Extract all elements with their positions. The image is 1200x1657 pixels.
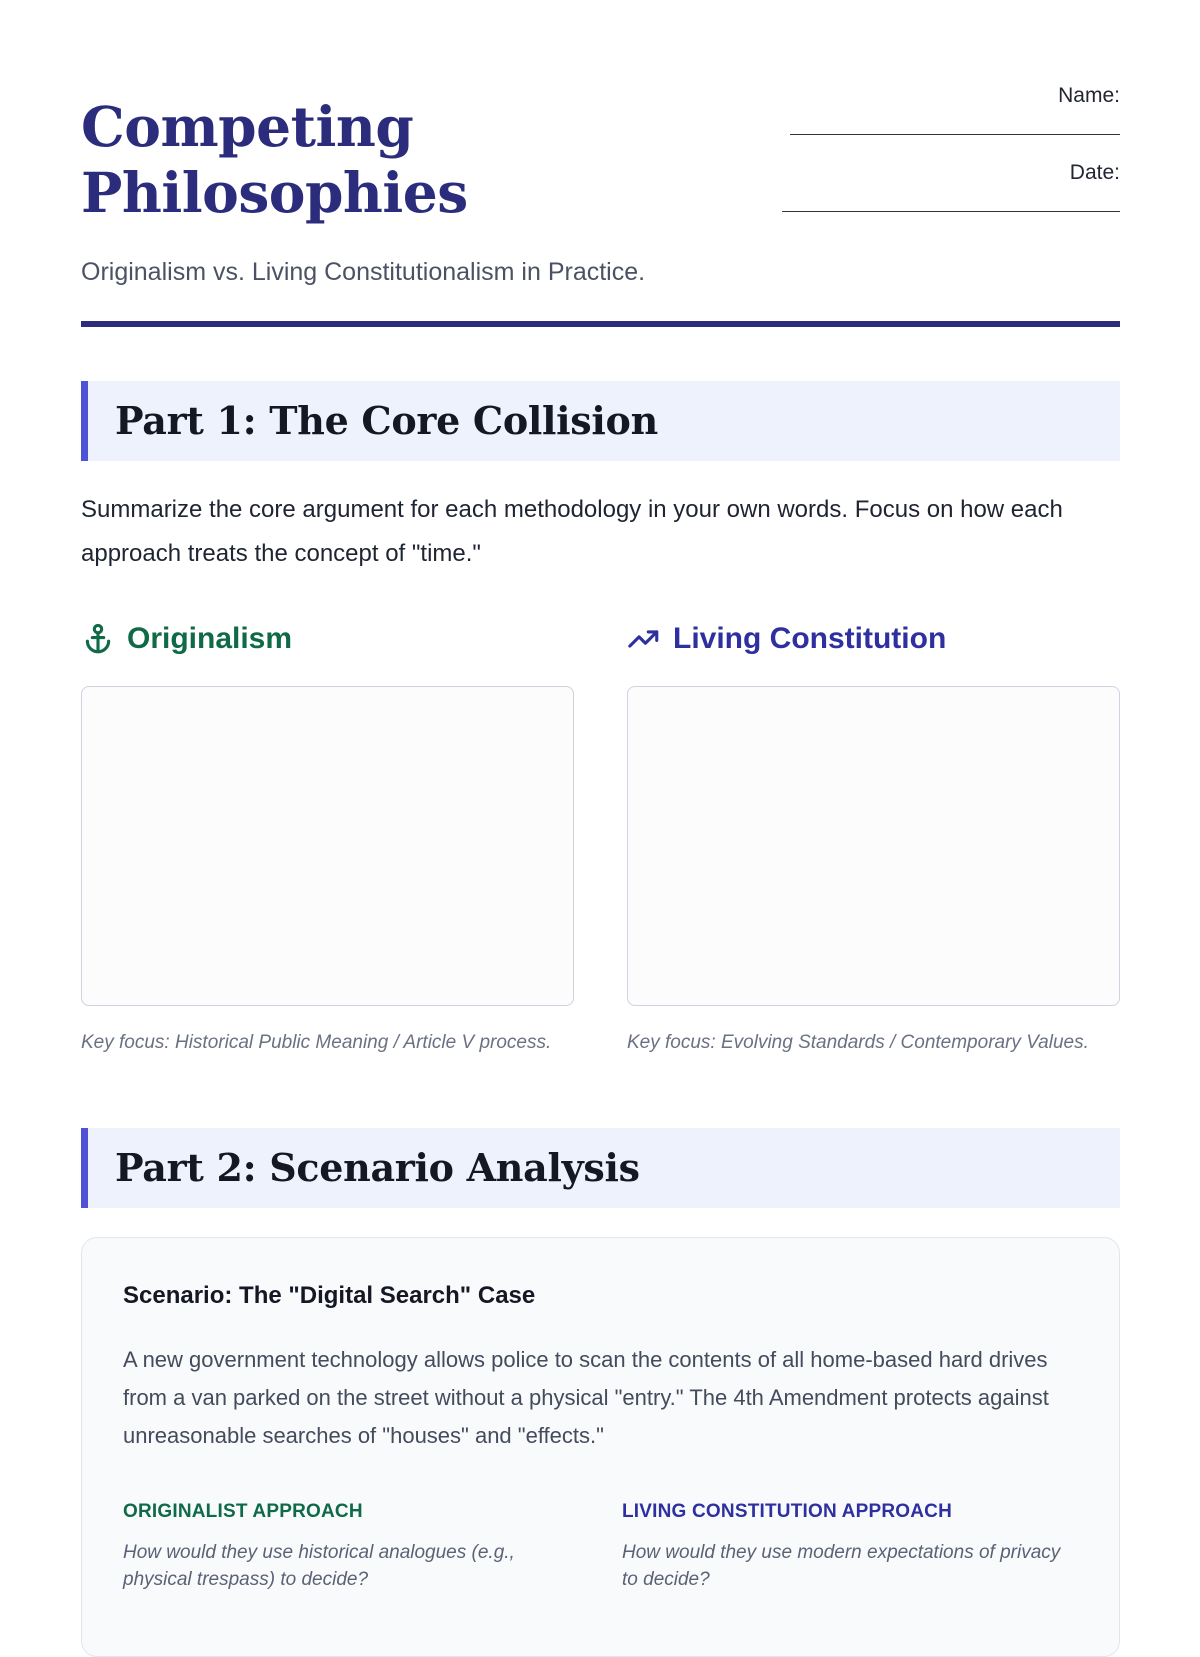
living-constitution-answer-box[interactable]	[627, 686, 1120, 1006]
student-info	[760, 82, 1120, 212]
part1-heading: Part 1: The Core Collision	[115, 398, 658, 443]
originalism-heading	[81, 619, 292, 659]
part1-section-bar	[81, 381, 1120, 461]
living-constitution-heading-text: Living Constitution	[673, 622, 947, 655]
scenario-title: Scenario: The "Digital Search" Case	[123, 1282, 536, 1309]
originalist-approach-label: ORIGINALIST APPROACH	[123, 1501, 363, 1522]
page-title	[81, 94, 468, 226]
title-line-1: Competing	[81, 94, 414, 159]
name-field-line[interactable]	[790, 134, 1120, 135]
living-approach	[622, 1501, 1067, 1593]
part1-instructions: Summarize the core argument for each methodology in your own words. Focus on how each approach treats the concept of "time."	[81, 496, 1063, 567]
living-approach-label: LIVING CONSTITUTION APPROACH	[622, 1501, 953, 1522]
originalism-answer-box[interactable]	[81, 686, 574, 1006]
scenario-text: A new government technology allows police to scan the contents of all home-based hard drives from a van parked on the street without a physical "entry." The 4th Amendment protects against unreasonable searches of "houses" and "effects."	[123, 1347, 1049, 1448]
originalism-heading-text: Originalism	[127, 622, 293, 655]
scenario-card	[81, 1237, 1120, 1657]
anchor-icon	[81, 622, 115, 656]
date-field-line[interactable]	[782, 211, 1120, 212]
part2-section-bar	[81, 1128, 1120, 1208]
name-label: Name:	[1058, 84, 1120, 107]
part2-heading: Part 2: Scenario Analysis	[115, 1145, 640, 1190]
title-line-2: Philosophies	[81, 160, 468, 225]
worksheet-header	[81, 0, 1120, 330]
living-constitution-key-focus: Key focus: Evolving Standards / Contemporary Values.	[627, 1032, 1089, 1053]
originalism-key-focus: Key focus: Historical Public Meaning / Article V process.	[81, 1032, 552, 1053]
worksheet-page	[81, 0, 1120, 1590]
page-subtitle: Originalism vs. Living Constitutionalism in Practice.	[81, 258, 646, 286]
living-constitution-heading	[627, 619, 946, 659]
living-approach-question: How would they use modern expectations of privacy to decide?	[622, 1542, 1061, 1590]
originalist-approach-question: How would they use historical analogues (e.g., physical trespass) to decide?	[123, 1542, 515, 1590]
originalist-approach	[123, 1501, 568, 1593]
trending-up-icon	[627, 622, 661, 656]
date-label: Date:	[1069, 161, 1120, 184]
header-divider	[81, 321, 1120, 327]
